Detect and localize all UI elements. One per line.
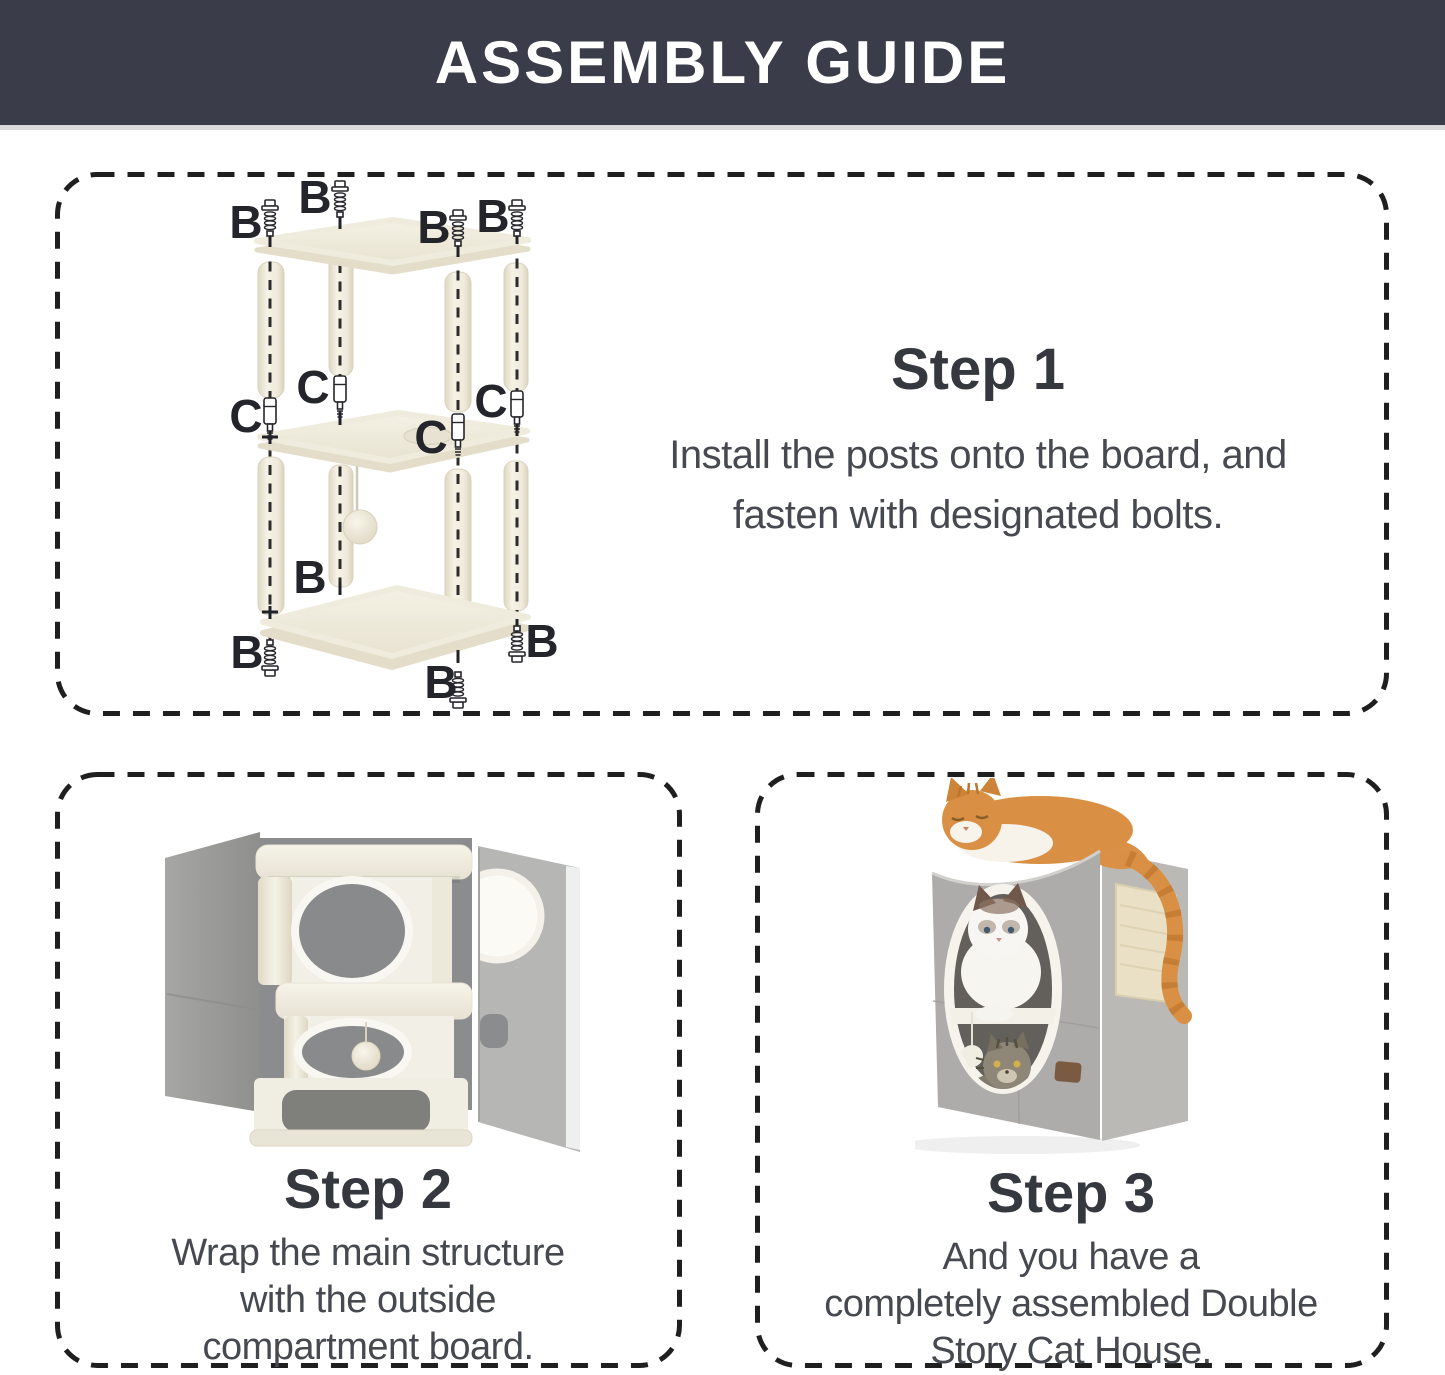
base-board: [250, 1130, 472, 1146]
step-1-exploded-diagram: [185, 172, 605, 715]
header: [0, 0, 1445, 130]
part-label-c: C: [414, 411, 448, 463]
step-2-title: Step 2: [283, 1157, 453, 1220]
bolt-icon: [509, 200, 525, 236]
step-body-line: compartment board.: [202, 1326, 534, 1368]
step-1-panel: [55, 172, 1389, 716]
step-3-panel: [755, 772, 1389, 1372]
step-1-title: Step 1: [890, 337, 1066, 402]
step-3-title: Step 3: [986, 1161, 1156, 1224]
step-1-text: [628, 337, 1328, 545]
page-title: ASSEMBLY GUIDE: [434, 29, 1011, 96]
part-label-b: B: [424, 656, 458, 708]
step-3-illustration: [915, 778, 1260, 1163]
step-body-line: completely assembled Double: [824, 1283, 1318, 1325]
step-body-line: Install the posts onto the board, and: [669, 433, 1287, 477]
side-slot: [480, 1014, 508, 1048]
part-label-b: B: [476, 190, 510, 242]
middle-board: [276, 983, 472, 1019]
bolt-icon: [332, 181, 348, 217]
part-label-c: C: [474, 375, 508, 427]
step-body-line: And you have a: [942, 1236, 1200, 1278]
part-label-b: B: [293, 551, 327, 603]
inner-structure: [250, 845, 472, 1146]
step-3-text: [771, 1162, 1371, 1375]
step-2-panel: [55, 772, 682, 1368]
connector-icon: [334, 376, 346, 417]
upper-oval-opening: [295, 880, 409, 982]
connector-icon: [511, 391, 523, 432]
step-1-description: [628, 425, 1328, 545]
toy-ball: [343, 510, 377, 544]
step-body-line: Wrap the main structure: [171, 1232, 565, 1274]
step-2-description: [88, 1230, 648, 1371]
part-label-c: C: [296, 361, 330, 413]
step-2-text: [88, 1158, 648, 1371]
wrap-panel-left: [165, 832, 260, 1112]
step-body-line: Story Cat House.: [930, 1330, 1212, 1372]
top-board: [256, 845, 472, 879]
step-3-description: [771, 1234, 1371, 1375]
bolt-icon: [262, 200, 278, 236]
part-label-b: B: [229, 196, 263, 248]
part-label-b: B: [417, 201, 451, 253]
bolt-icon: [262, 640, 278, 676]
step-2-illustration: [140, 812, 600, 1162]
brand-patch: [1054, 1061, 1082, 1083]
part-label-c: C: [229, 390, 263, 442]
toy-ball: [352, 1042, 380, 1070]
part-label-b: B: [525, 615, 559, 667]
step-body-line: fasten with designated bolts.: [732, 493, 1224, 537]
step-body-line: with the outside: [239, 1279, 497, 1321]
part-label-b: B: [298, 172, 332, 223]
part-label-b: B: [230, 626, 264, 678]
